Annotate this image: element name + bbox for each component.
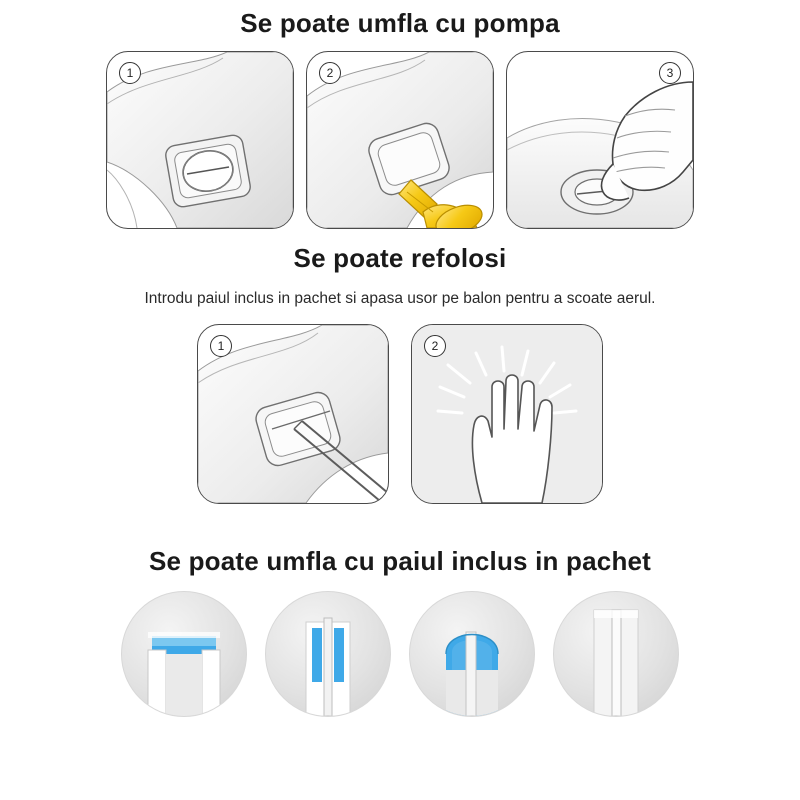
reuse-step-2-panel: [411, 324, 603, 504]
pump-step-3-panel: [506, 51, 694, 229]
step-badge: 2: [424, 335, 446, 357]
section-heading-pump: Se poate umfla cu pompa: [240, 8, 560, 38]
straw-circles-row: [0, 591, 800, 717]
section-heading-reuse: Se poate refolosi: [293, 243, 507, 273]
step-badge: 2: [319, 62, 341, 84]
pump-step-1-panel: [106, 51, 294, 229]
reuse-step-1-panel: [197, 324, 389, 504]
step-badge: 3: [659, 62, 681, 84]
section-heading-straw: Se poate umfla cu paiul inclus in pachet: [148, 546, 652, 576]
straw-step-2-circle: [265, 591, 391, 717]
step-badge: 1: [119, 62, 141, 84]
pump-step-2-panel: [306, 51, 494, 229]
step-badge: 1: [210, 335, 232, 357]
straw-step-1-circle: [121, 591, 247, 717]
straw-step-4-circle: [553, 591, 679, 717]
pump-steps-row: [0, 51, 800, 229]
straw-step-3-circle: [409, 591, 535, 717]
reuse-steps-row: [0, 324, 800, 504]
reuse-instruction-text: Introdu paiul inclus in pachet si apasa usor pe balon pentru a scoate aerul.: [144, 290, 656, 307]
